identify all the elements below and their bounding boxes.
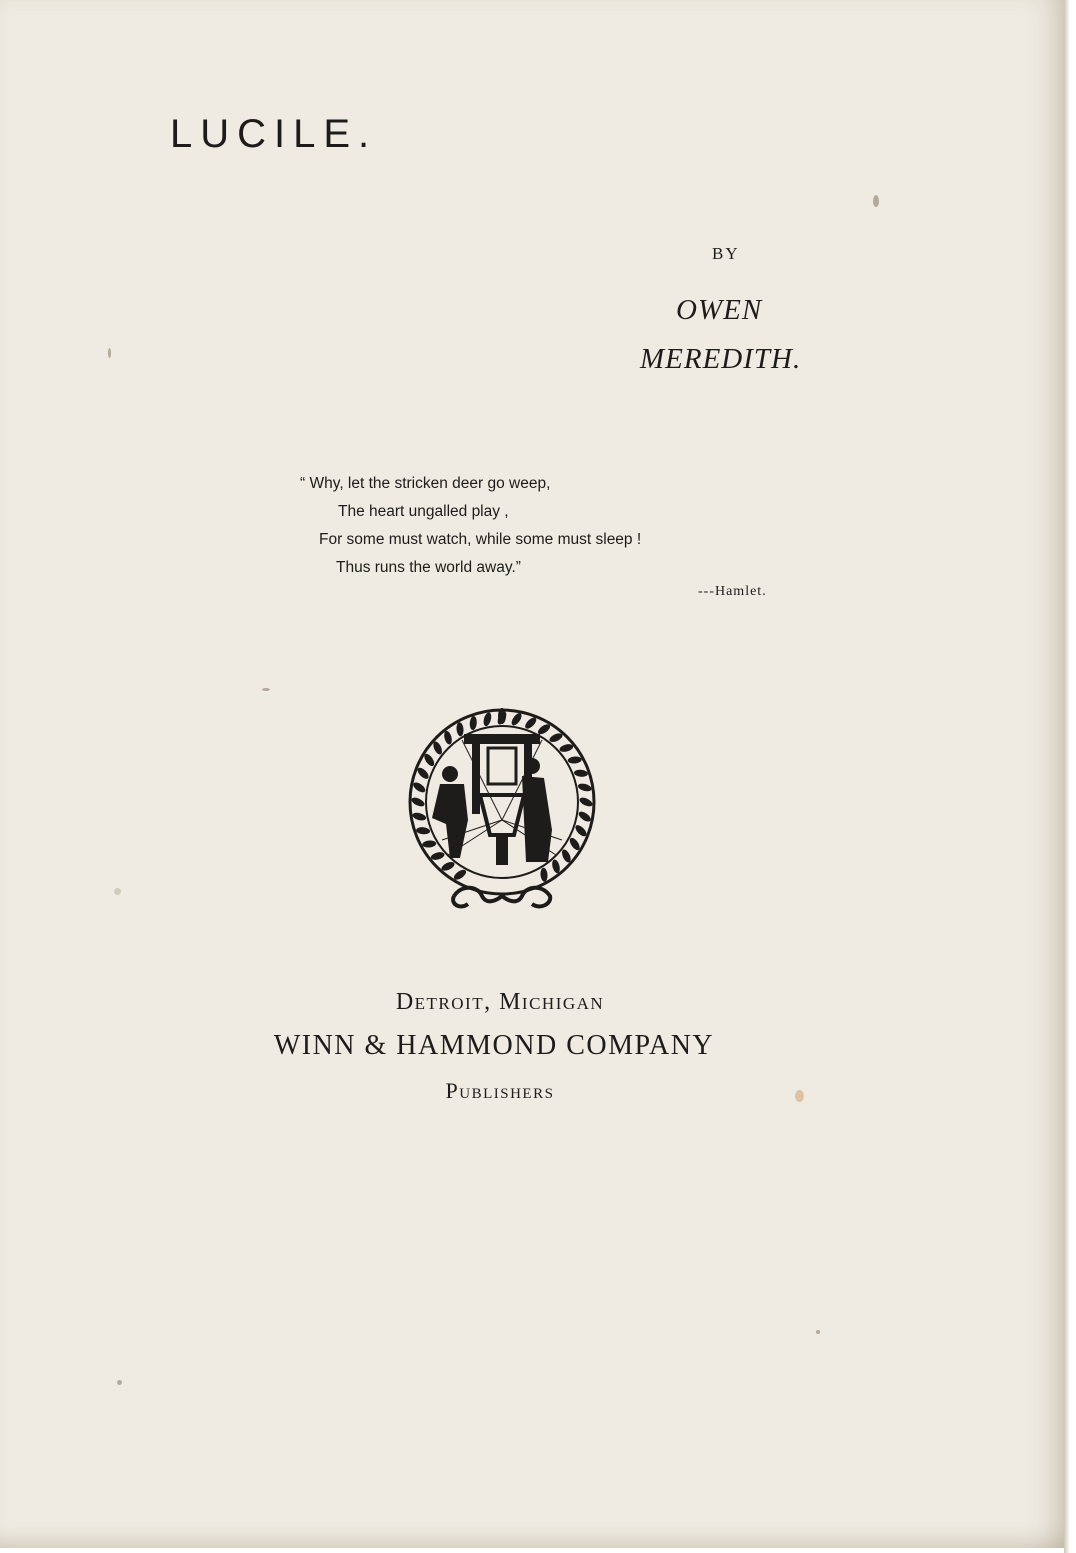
- laurel-leaf: [496, 710, 508, 726]
- paper-speck: [117, 1380, 122, 1385]
- printers-device-emblem-icon: [402, 700, 602, 915]
- epigraph: [300, 470, 641, 582]
- laurel-leaf: [551, 859, 561, 874]
- laurel-leaf: [410, 796, 426, 808]
- paper-speck: [816, 1330, 820, 1334]
- epigraph-line: For some must watch, while some must sleep !: [319, 531, 642, 548]
- author-last-name: MEREDITH.: [640, 343, 802, 375]
- epigraph-line: “ Why, let the stricken deer go weep,: [300, 475, 551, 492]
- laurel-leaf: [416, 827, 431, 835]
- laurel-leaf: [540, 867, 548, 882]
- imprint-role: Publishers: [445, 1078, 555, 1103]
- laurel-leaf: [469, 716, 477, 731]
- laurel-leaf: [430, 851, 445, 861]
- paper-speck: [262, 688, 270, 691]
- author-first-name: OWEN: [676, 294, 763, 326]
- laurel-leaf: [559, 743, 574, 753]
- laurel-leaf: [412, 811, 427, 821]
- laurel-leaf: [443, 730, 453, 745]
- paper-speck: [108, 348, 111, 358]
- byline-by: BY: [712, 244, 740, 263]
- book-title: LUCILE.: [170, 112, 378, 156]
- epigraph-line: The heart ungalled play ,: [338, 503, 509, 520]
- laurel-leaf: [574, 769, 589, 777]
- laurel-leaf: [456, 722, 464, 737]
- laurel-leaf: [578, 796, 594, 808]
- epigraph-attribution: ---Hamlet.: [698, 584, 767, 599]
- paper-speck: [873, 195, 879, 207]
- laurel-leaf: [412, 781, 427, 795]
- laurel-leaf: [422, 840, 437, 848]
- page-edge: [1064, 0, 1070, 1553]
- laurel-leaf: [482, 712, 492, 727]
- epigraph-line: Thus runs the world away.”: [336, 559, 521, 576]
- laurel-leaf: [567, 756, 582, 764]
- laurel-leaf: [577, 810, 592, 824]
- laurel-leaf: [577, 782, 592, 792]
- laurel-leaf: [510, 712, 524, 727]
- imprint-city: Detroit, Michigan: [395, 989, 605, 1015]
- imprint-publisher: WINN & HAMMOND COMPANY: [273, 1030, 715, 1061]
- paper-speck: [114, 888, 121, 895]
